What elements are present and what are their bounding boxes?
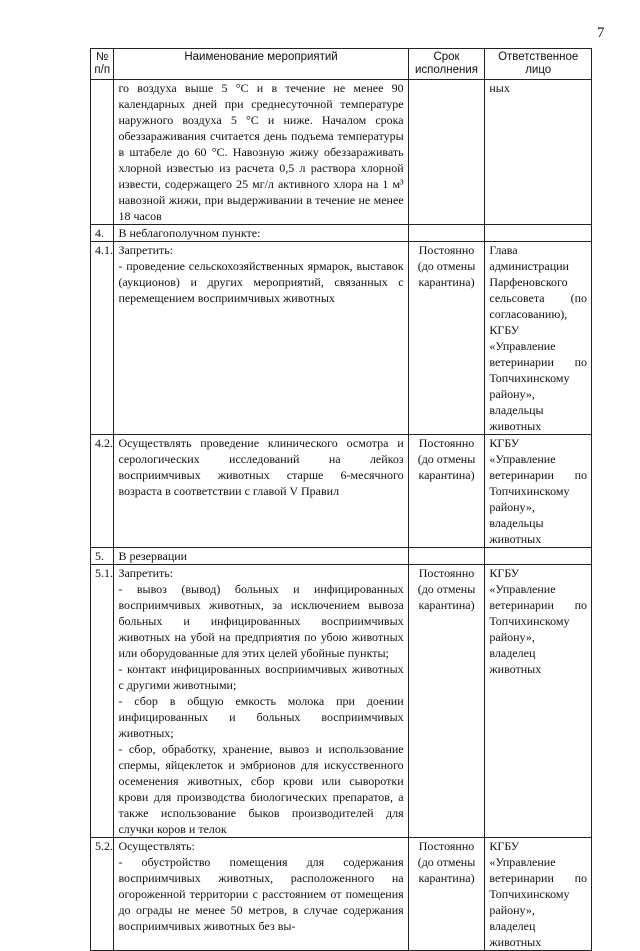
responsible-text: КГБУ «Управление ветеринарии по Топчихинскому району», владелец животных bbox=[485, 565, 592, 838]
term-text: Постоянно (до отмены карантина) bbox=[408, 565, 485, 838]
action-text: Запретить: - вывоз (вывод) больных и инфицированных восприимчивых животных, за исключением вывоза больных и инфицированных восприимчивых животных на убой на предприятия по убою животных или оборудованные для этих целей убойные пункты; - контакт инфицированных восприимчивых животных с другими животными; - сбор в общую емкость молока при доении инфицированных и больных восприимчивых животных; - сбор, обработку, хранение, вывоз и использование спермы, яйцеклеток и эмбрионов для искусственного осеменения животных, сбор крови или сыворотки крови для производства биологических препаратов, а также использование быков производителей для случки коров и телок bbox=[114, 565, 408, 838]
page-number: 7 bbox=[597, 25, 605, 41]
row-number: 4.2. bbox=[91, 435, 114, 548]
responsible-text: ных bbox=[485, 80, 592, 225]
action-text: Запретить: - проведение сельскохозяйственных ярмарок, выставок (аукционов) и других мероприятий, связанных с перемещением восприимчивых животных bbox=[114, 242, 408, 435]
table-row-continuation bbox=[91, 80, 592, 225]
term-text: Постоянно (до отмены карантина) bbox=[408, 838, 485, 951]
header-action: Наименование мероприятий bbox=[114, 49, 408, 80]
row-number: 4.1. bbox=[91, 242, 114, 435]
measures-table bbox=[90, 48, 592, 951]
term-text: Постоянно (до отмены карантина) bbox=[408, 242, 485, 435]
section-number: 4. bbox=[91, 225, 114, 242]
header-term: Срок исполнения bbox=[408, 49, 485, 80]
action-text: го воздуха выше 5 °С и в течение не менее 90 календарных дней при среднесуточной температуре наружного воздуха 5 °С и ниже. Началом срока обеззараживания считается день подъема температуры в штабеле до 60 °С. Навозную жижу обеззараживать хлорной известью из расчета 0,5 л раствора хлорной извести, содержащего 25 мг/л активного хлора на 1 м³ навозной жижи, при выдерживании в течение не менее 18 часов bbox=[114, 80, 408, 225]
table-row-5-2 bbox=[91, 838, 592, 951]
responsible-text: КГБУ «Управление ветеринарии по Топчихинскому району», владелец животных bbox=[485, 838, 592, 951]
row-number: 5.1. bbox=[91, 565, 114, 838]
term-text: Постоянно (до отмены карантина) bbox=[408, 435, 485, 548]
table-header-row bbox=[91, 49, 592, 80]
responsible-text: Глава администрации Парфеновского сельсовета (по согласованию), КГБУ «Управление ветеринарии по Топчихинскому району», владельцы животных bbox=[485, 242, 592, 435]
row-number: 5.2. bbox=[91, 838, 114, 951]
header-responsible: Ответственное лицо bbox=[485, 49, 592, 80]
table-row-4-1 bbox=[91, 242, 592, 435]
section-title: В неблагополучном пункте: bbox=[114, 225, 408, 242]
section-row-5 bbox=[91, 548, 592, 565]
header-number: № п/п bbox=[91, 49, 114, 80]
action-text: Осуществлять: - обустройство помещения для содержания восприимчивых животных, расположенного на огороженной территории с расстоянием от помещения до ограды не менее 50 метров, в случае содержания восприимчивых животных без вы- bbox=[114, 838, 408, 951]
action-text: Осуществлять проведение клинического осмотра и серологических исследований на лейкоз восприимчивых животных старше 6-месячного возраста в соответствии с главой V Правил bbox=[114, 435, 408, 548]
table-row-4-2 bbox=[91, 435, 592, 548]
section-number: 5. bbox=[91, 548, 114, 565]
responsible-text: КГБУ «Управление ветеринарии по Топчихинскому району», владельцы животных bbox=[485, 435, 592, 548]
section-title: В резервации bbox=[114, 548, 408, 565]
table-row-5-1 bbox=[91, 565, 592, 838]
section-row-4 bbox=[91, 225, 592, 242]
